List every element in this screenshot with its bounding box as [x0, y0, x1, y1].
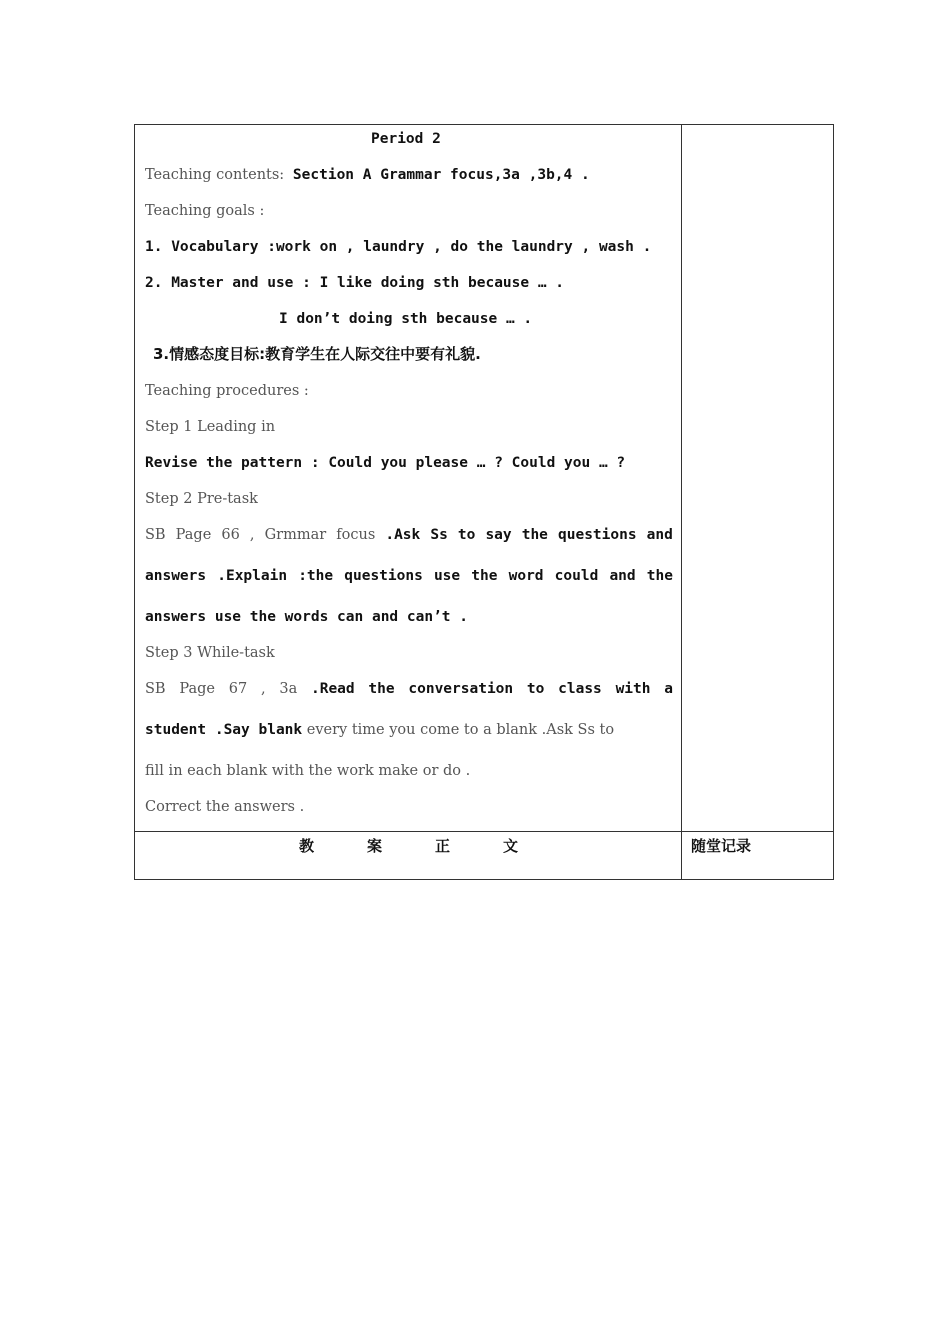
word: ,: [249, 527, 255, 543]
footer-char: 案: [367, 837, 383, 855]
word: .Explain: [217, 568, 288, 584]
word: the: [646, 568, 673, 584]
word: to: [526, 681, 545, 697]
step-3-line-2-gray: every time you come to a blank .Ask Ss to: [302, 722, 615, 738]
teaching-contents: [145, 165, 590, 185]
word: the: [368, 681, 395, 697]
step-1-heading: Step 1 Leading in: [145, 419, 276, 435]
word: SB: [145, 681, 166, 697]
word: the: [521, 527, 548, 543]
footer-char: 文: [503, 837, 519, 855]
step-3-line-2: [145, 720, 614, 740]
lesson-plan-table: [134, 124, 834, 880]
word: and: [646, 527, 673, 543]
word: 66: [221, 527, 240, 543]
word: questions: [344, 568, 423, 584]
word: Page: [179, 681, 215, 697]
teaching-goals-label: Teaching goals :: [145, 203, 265, 219]
footer-side-cell: [682, 831, 835, 881]
step-3-line-3: fill in each blank with the work make or do .: [145, 763, 471, 779]
period-title: Period 2: [371, 131, 441, 147]
word: focus: [336, 527, 376, 543]
word: Grmmar: [264, 527, 327, 543]
word: answers: [145, 568, 207, 584]
word: Page: [175, 527, 212, 543]
word: .Ask: [385, 527, 421, 543]
teaching-contents-label: Teaching contents:: [145, 167, 285, 183]
word: SB: [145, 527, 166, 543]
word: .Read: [310, 681, 355, 697]
word: conversation: [408, 681, 514, 697]
step-3-heading: Step 3 While-task: [145, 645, 275, 661]
goal-3: 3.情感态度目标:教育学生在人际交往中要有礼貌.: [153, 345, 481, 363]
step-2-line-3: answers use the words can and can’t .: [145, 609, 469, 625]
word: to: [457, 527, 476, 543]
goal-2: 2. Master and use : I like doing sth because … .: [145, 275, 565, 291]
footer-char: 正: [435, 837, 451, 855]
footer-main-cell: [135, 831, 681, 881]
word: 67: [228, 681, 248, 697]
step-3-line-1: [145, 679, 673, 699]
word: a: [664, 681, 673, 697]
step-2-heading: Step 2 Pre-task: [145, 491, 258, 507]
footer-title: [299, 835, 531, 856]
teaching-contents-value: Section A Grammar focus,3a ,3b,4 .: [284, 167, 590, 183]
word: with: [615, 681, 651, 697]
word: word: [508, 568, 544, 584]
word: :the: [298, 568, 334, 584]
word: use: [433, 568, 461, 584]
word: Ss: [430, 527, 448, 543]
word: and: [609, 568, 636, 584]
word: class: [558, 681, 602, 697]
column-divider: [681, 125, 682, 879]
correct-answers: Correct the answers .: [145, 799, 305, 815]
procedures-label: Teaching procedures :: [145, 383, 309, 399]
word: ,: [260, 681, 266, 697]
step-2-line-1: [145, 525, 673, 545]
word: could: [554, 568, 599, 584]
step-2-line-2: [145, 566, 673, 586]
step-1-text: Revise the pattern : Could you please … ? Could you … ?: [145, 455, 626, 471]
step-3-line-2-bold: student .Say blank: [145, 722, 303, 738]
word: 3a: [279, 681, 298, 697]
notes-column-label: 随堂记录: [691, 837, 752, 855]
word: say: [485, 527, 512, 543]
footer-char: 教: [299, 837, 315, 855]
word: the: [471, 568, 498, 584]
goal-1: 1. Vocabulary :work on , laundry , do the laundry , wash .: [145, 239, 652, 255]
word: questions: [558, 527, 637, 543]
goal-2b: I don’t doing sth because … .: [279, 311, 533, 327]
